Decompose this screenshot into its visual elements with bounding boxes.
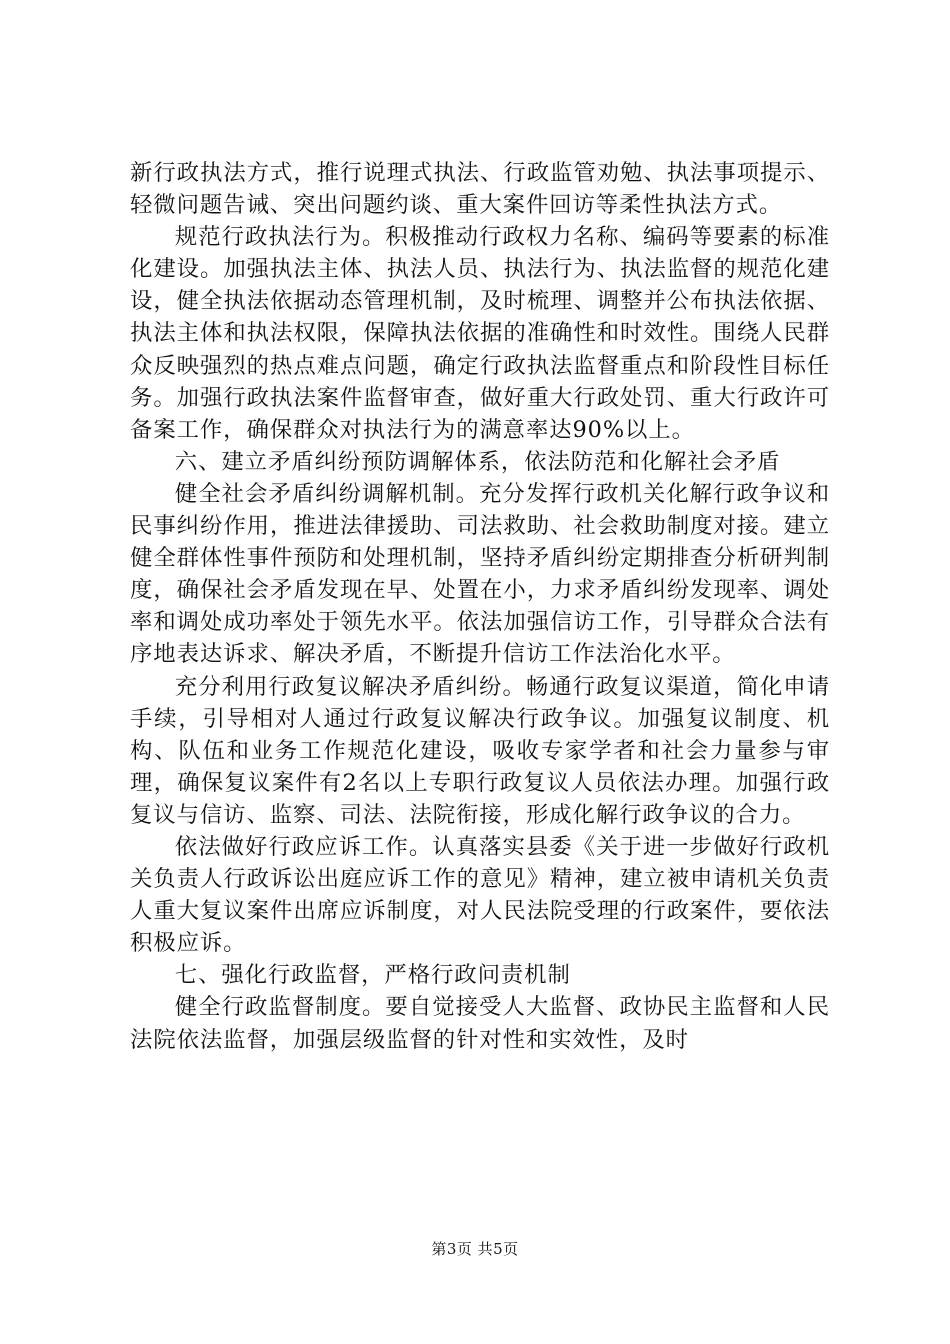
page-footer: 第3页 共5页 xyxy=(431,1240,519,1258)
paragraph-standardize-enforcement: 规范行政执法行为。积极推动行政权力名称、编码等要素的标准化建设。加强执法主体、执法人员、执法行为、执法监督的规范化建设，健全执法依据动态管理机制，及时梳理、调整并公布执法依据、执法主体和执法权限，保障执法依据的准确性和时效性。围绕人民群众反映强烈的热点难点问题，确定行政执法监督重点和阶段性目标任务。加强行政执法案件监督审查，做好重大行政处罚、重大行政许可备案工作，确保群众对执法行为的满意率达90%以上。 xyxy=(130,224,830,443)
section-heading-six: 六、建立矛盾纠纷预防调解体系，依法防范和化解社会矛盾 xyxy=(174,448,781,475)
paragraph-administrative-review: 充分利用行政复议解决矛盾纠纷。畅通行政复议渠道，简化申请手续，引导相对人通过行政复议解决行政争议。加强复议制度、机构、队伍和业务工作规范化建设，吸收专家学者和社会力量参与审理，确保复议案件有2名以上专职行政复议人员依法办理。加强行政复议与信访、监察、司法、法院衔接，形成化解行政争议的合力。 xyxy=(130,673,830,828)
paragraph-continued: 新行政执法方式，推行说理式执法、行政监管劝勉、执法事项提示、轻微问题告诫、突出问题约谈、重大案件回访等柔性执法方式。 xyxy=(130,160,830,219)
paragraph-supervision-system: 健全行政监督制度。要自觉接受人大监督、政协民主监督和人民法院依法监督，加强层级监督的针对性和实效性，及时 xyxy=(130,994,830,1053)
section-heading-seven: 七、强化行政监督，严格行政问责机制 xyxy=(174,962,571,989)
document-body xyxy=(130,157,830,1056)
paragraph-litigation-response: 依法做好行政应诉工作。认真落实县委《关于进一步做好行政机关负责人行政诉讼出庭应诉工作的意见》精神，建立被申请机关负责人重大复议案件出席应诉制度，对人民法院受理的行政案件，要依法积极应诉。 xyxy=(130,833,830,957)
paragraph-dispute-mediation: 健全社会矛盾纠纷调解机制。充分发挥行政机关化解行政争议和民事纠纷作用，推进法律援助、司法救助、社会救助制度对接。建立健全群体性事件预防和处理机制，坚持矛盾纠纷定期排查分析研判制度，确保社会矛盾发现在早、处置在小，力求矛盾纠纷发现率、调处率和调处成功率处于领先水平。依法加强信访工作，引导群众合法有序地表达诉求、解决矛盾，不断提升信访工作法治化水平。 xyxy=(130,480,830,668)
